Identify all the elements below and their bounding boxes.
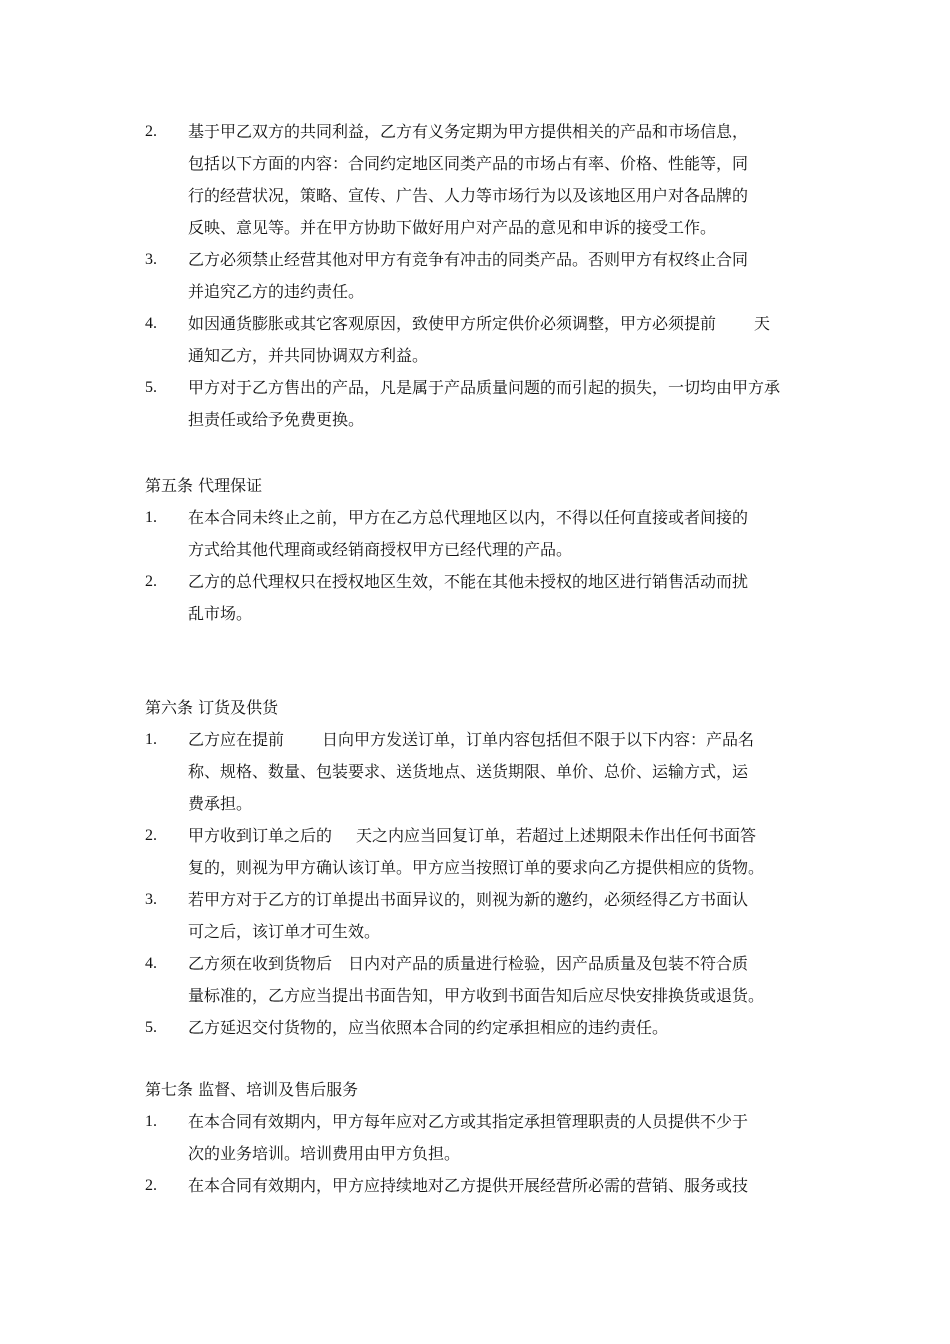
list-item (145, 724, 805, 820)
article-5 (145, 470, 805, 630)
list-item (145, 308, 805, 372)
item-text: 乙方须在收到货物后 日内对产品的质量进行检验，因产品质量及包装不符合质 量标准的，乙方应当提出书面告知，甲方收到书面告知后应尽快安排换货或退货。 (188, 954, 765, 1005)
article-6 (145, 692, 805, 1044)
item-number: 4. (145, 315, 157, 332)
item-text: 乙方必须禁止经营其他对甲方有竞争有冲击的同类产品。否则甲方有权终止合同 并追究乙方的违约责任。 (188, 250, 749, 301)
list-item (145, 820, 805, 884)
item-text: 乙方延迟交付货物的，应当依照本合同的约定承担相应的违约责任。 (188, 1018, 669, 1037)
item-number: 1. (145, 1113, 157, 1130)
item-number: 2. (145, 123, 157, 140)
item-text: 乙方应在提前 日向甲方发送订单，订单内容包括但不限于以下内容：产品名 称、规格、数量、包装要求、送货地点、送货期限、单价、总价、运输方式，运 费承担。 (188, 730, 755, 813)
item-text: 在本合同有效期内，甲方每年应对乙方或其指定承担管理职责的人员提供不少于 次的业务培训。培训费用由甲方负担。 (188, 1112, 749, 1163)
item-number: 5. (145, 379, 157, 396)
item-number: 1. (145, 509, 157, 526)
item-number: 5. (145, 1019, 157, 1036)
item-number: 3. (145, 891, 157, 908)
item-text: 在本合同未终止之前，甲方在乙方总代理地区以内，不得以任何直接或者间接的 方式给其他代理商或经销商授权甲方已经代理的产品。 (188, 508, 749, 559)
item-text: 乙方的总代理权只在授权地区生效，不能在其他未授权的地区进行销售活动而扰 乱市场。 (188, 572, 749, 623)
item-number: 2. (145, 827, 157, 844)
article-4-continued (145, 116, 805, 436)
item-number: 1. (145, 731, 157, 748)
list-item (145, 566, 805, 630)
article-7 (145, 1074, 805, 1202)
item-number: 2. (145, 1177, 157, 1194)
item-number: 2. (145, 573, 157, 590)
article-heading: 第六条 订货及供货 (145, 698, 279, 717)
item-number: 4. (145, 955, 157, 972)
list-item (145, 244, 805, 308)
list-item (145, 948, 805, 1012)
item-text: 甲方收到订单之后的 天之内应当回复订单，若超过上述期限未作出任何书面答 复的，则视为甲方确认该订单。甲方应当按照订单的要求向乙方提供相应的货物。 (188, 826, 765, 877)
item-text: 如因通货膨胀或其它客观原因，致使甲方所定供价必须调整，甲方必须提前 天 通知乙方，并共同协调双方利益。 (188, 314, 771, 365)
item-text: 在本合同有效期内，甲方应持续地对乙方提供开展经营所必需的营销、服务或技 (188, 1176, 749, 1195)
list-item (145, 372, 805, 436)
item-text: 甲方对于乙方售出的产品，凡是属于产品质量问题的而引起的损失，一切均由甲方承 担责任或给予免费更换。 (188, 378, 781, 429)
item-text: 若甲方对于乙方的订单提出书面异议的，则视为新的邀约，必须经得乙方书面认 可之后，该订单才可生效。 (188, 890, 749, 941)
list-item (145, 502, 805, 566)
list-item (145, 1012, 805, 1044)
list-item (145, 1170, 805, 1202)
list-item (145, 1106, 805, 1170)
list-item (145, 116, 805, 244)
item-number: 3. (145, 251, 157, 268)
list-item (145, 884, 805, 948)
article-heading: 第五条 代理保证 (145, 476, 263, 495)
item-text: 基于甲乙双方的共同利益，乙方有义务定期为甲方提供相关的产品和市场信息， 包括以下方面的内容：合同约定地区同类产品的市场占有率、价格、性能等，同 行的经营状况，策略、宣传、广告、人力等市场行为以及该地区用户对各品牌的 反映、意见等。并在甲方协助下做好用户对产品的意见和申诉的接受工作。 (188, 122, 749, 237)
article-heading: 第七条 监督、培训及售后服务 (145, 1080, 359, 1099)
